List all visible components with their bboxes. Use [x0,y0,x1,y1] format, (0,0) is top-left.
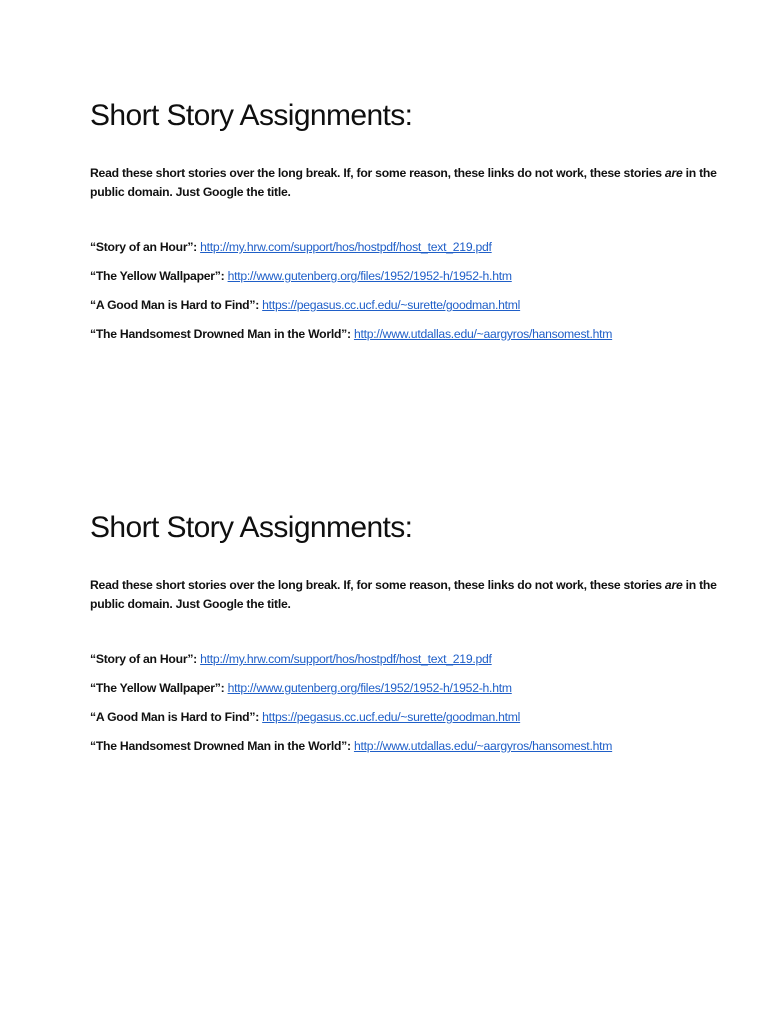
section-title: Short Story Assignments: [90,99,413,132]
intro-paragraph [90,164,730,202]
story-link[interactable]: http://my.hrw.com/support/hos/hostpdf/host_text_219.pdf [200,652,492,666]
intro-text-start: Read these short stories over the long break. If, for some reason, these links do not work, these stories [90,166,665,180]
story-item [90,296,730,315]
story-item [90,267,730,286]
story-link[interactable]: http://www.gutenberg.org/files/1952/1952-h/1952-h.htm [227,269,512,283]
story-title: “Story of an Hour”: [90,240,197,254]
story-item [90,238,730,257]
intro-emphasis: are [664,166,683,180]
story-link[interactable]: http://www.utdallas.edu/~aargyros/hansomest.htm [353,327,613,341]
story-title: “A Good Man is Hard to Find”: [90,710,260,724]
story-item [90,737,730,756]
story-item [90,325,730,344]
story-title: “The Yellow Wallpaper”: [90,269,225,283]
intro-text-end: in the public domain. Just Google the title. [90,578,717,611]
intro-text-start: Read these short stories over the long break. If, for some reason, these links do not work, these stories [90,578,665,592]
story-title: “Story of an Hour”: [90,652,197,666]
intro-paragraph [90,576,730,614]
intro-emphasis: are [664,578,683,592]
story-title: “The Handsomest Drowned Man in the World”: [90,327,351,341]
story-link[interactable]: https://pegasus.cc.ucf.edu/~surette/goodman.html [262,298,521,312]
intro-text-end: in the public domain. Just Google the title. [90,166,717,199]
story-title: “The Yellow Wallpaper”: [90,681,225,695]
story-title: “A Good Man is Hard to Find”: [90,298,260,312]
story-link-list [90,650,730,756]
story-link[interactable]: http://my.hrw.com/support/hos/hostpdf/host_text_219.pdf [200,240,492,254]
story-item [90,650,730,669]
story-item [90,679,730,698]
story-link[interactable]: http://www.gutenberg.org/files/1952/1952-h/1952-h.htm [227,681,512,695]
story-link[interactable]: http://www.utdallas.edu/~aargyros/hansomest.htm [353,739,613,753]
story-link[interactable]: https://pegasus.cc.ucf.edu/~surette/goodman.html [262,710,521,724]
section-title: Short Story Assignments: [90,511,413,544]
assignment-section-2 [90,508,730,766]
assignment-section-1 [90,96,730,354]
story-item [90,708,730,727]
story-title: “The Handsomest Drowned Man in the World”: [90,739,351,753]
story-link-list [90,238,730,344]
